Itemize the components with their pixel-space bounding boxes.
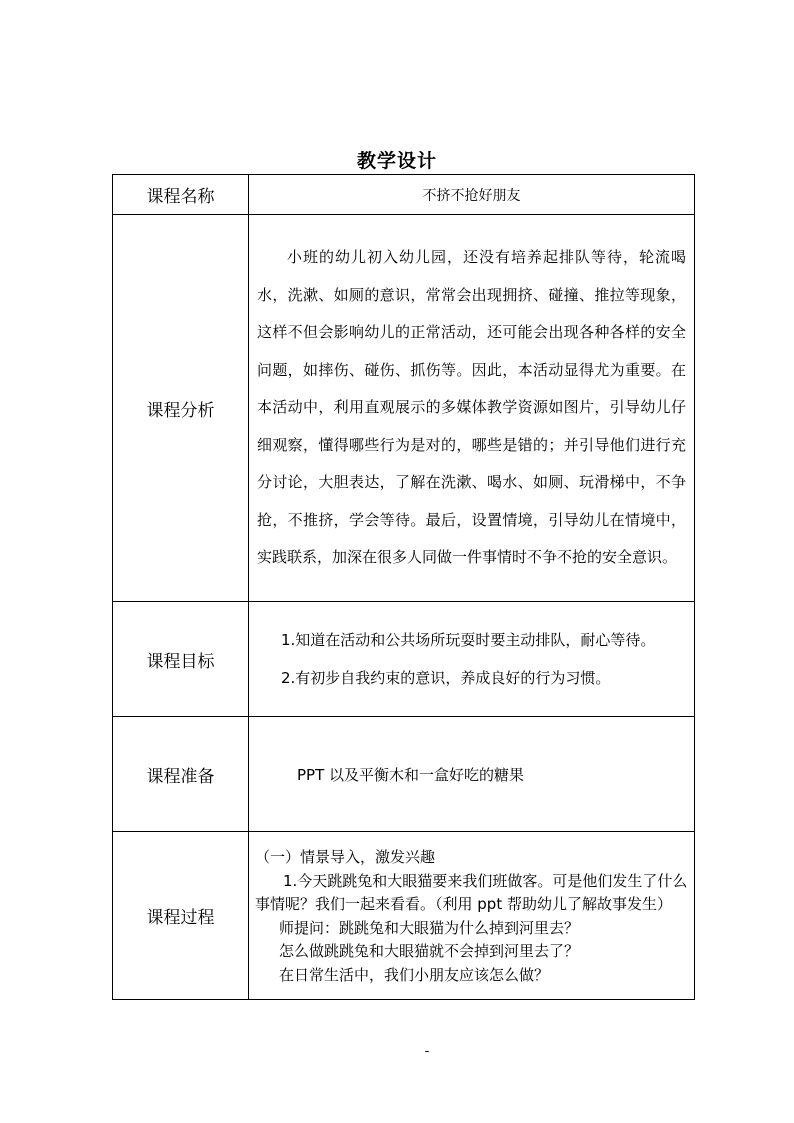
process-section-heading: （一）情景导入，激发兴趣 <box>255 848 436 866</box>
goal-list <box>249 621 694 697</box>
label-course-process: 课程过程 <box>113 832 249 1000</box>
page-footer-mark: - <box>424 1044 430 1059</box>
row-course-name <box>113 175 695 215</box>
label-course-name: 课程名称 <box>113 175 249 215</box>
label-course-goal: 课程目标 <box>113 602 249 717</box>
prep-text: PPT 以及平衡木和一盒好吃的糖果 <box>297 765 525 784</box>
row-course-process <box>113 832 695 1000</box>
cell-course-name <box>249 175 695 215</box>
label-course-analysis: 课程分析 <box>113 215 249 602</box>
row-course-goal <box>113 602 695 717</box>
row-course-analysis <box>113 215 695 602</box>
process-question: 师提问：跳跳兔和大眼猫为什么掉到河里去？ <box>279 918 580 937</box>
process-question: 在日常生活中，我们小朋友应该怎么做？ <box>279 965 550 984</box>
process-question: 怎么做跳跳兔和大眼猫就不会掉到河里去了？ <box>279 942 580 960</box>
goal-item: 1.知道在活动和公共场所玩耍时要主动排队，耐心等待。 <box>281 631 656 649</box>
row-course-prep <box>113 717 695 832</box>
cell-course-analysis <box>249 215 695 602</box>
cell-course-process <box>249 832 695 1000</box>
process-step: 1.今天跳跳兔和大眼猫要来我们班做客。可是他们发生了什么事情呢？我们一起来看看。（利用 ppt 帮助幼儿了解故事发生） <box>255 871 688 913</box>
cell-course-prep <box>249 717 695 832</box>
document-title: 教学设计 <box>356 150 437 172</box>
goal-item: 2.有初步自我约束的意识，养成良好的行为习惯。 <box>281 669 611 687</box>
lesson-design-table <box>112 174 695 1000</box>
label-course-prep: 课程准备 <box>113 717 249 832</box>
cell-course-goal <box>249 602 695 717</box>
course-name-value: 不挤不抢好朋友 <box>422 187 521 204</box>
process-text <box>249 844 694 987</box>
analysis-text: 小班的幼儿初入幼儿园，还没有培养起排队等待，轮流喝水，洗漱、如厕的意识，常常会出现拥挤、碰撞、推拉等现象，这样不但会影响幼儿的正常活动，还可能会出现各种各样的安全问题，如摔伤、碰伤、抓伤等。因此，本活动显得尤为重要。在本活动中，利用直观展示的多媒体教学资源如图片，引导幼儿仔细观察，懂得哪些行为是对的，哪些是错的；并引导他们进行充分讨论，大胆表达，了解在洗漱、喝水、如厕、玩滑梯中，不争抢，不推挤，学会等待。最后，设置情境，引导幼儿在情境中，实践联系，加深在很多人同做一件事情时不争不抢的安全意识。 <box>257 248 686 567</box>
